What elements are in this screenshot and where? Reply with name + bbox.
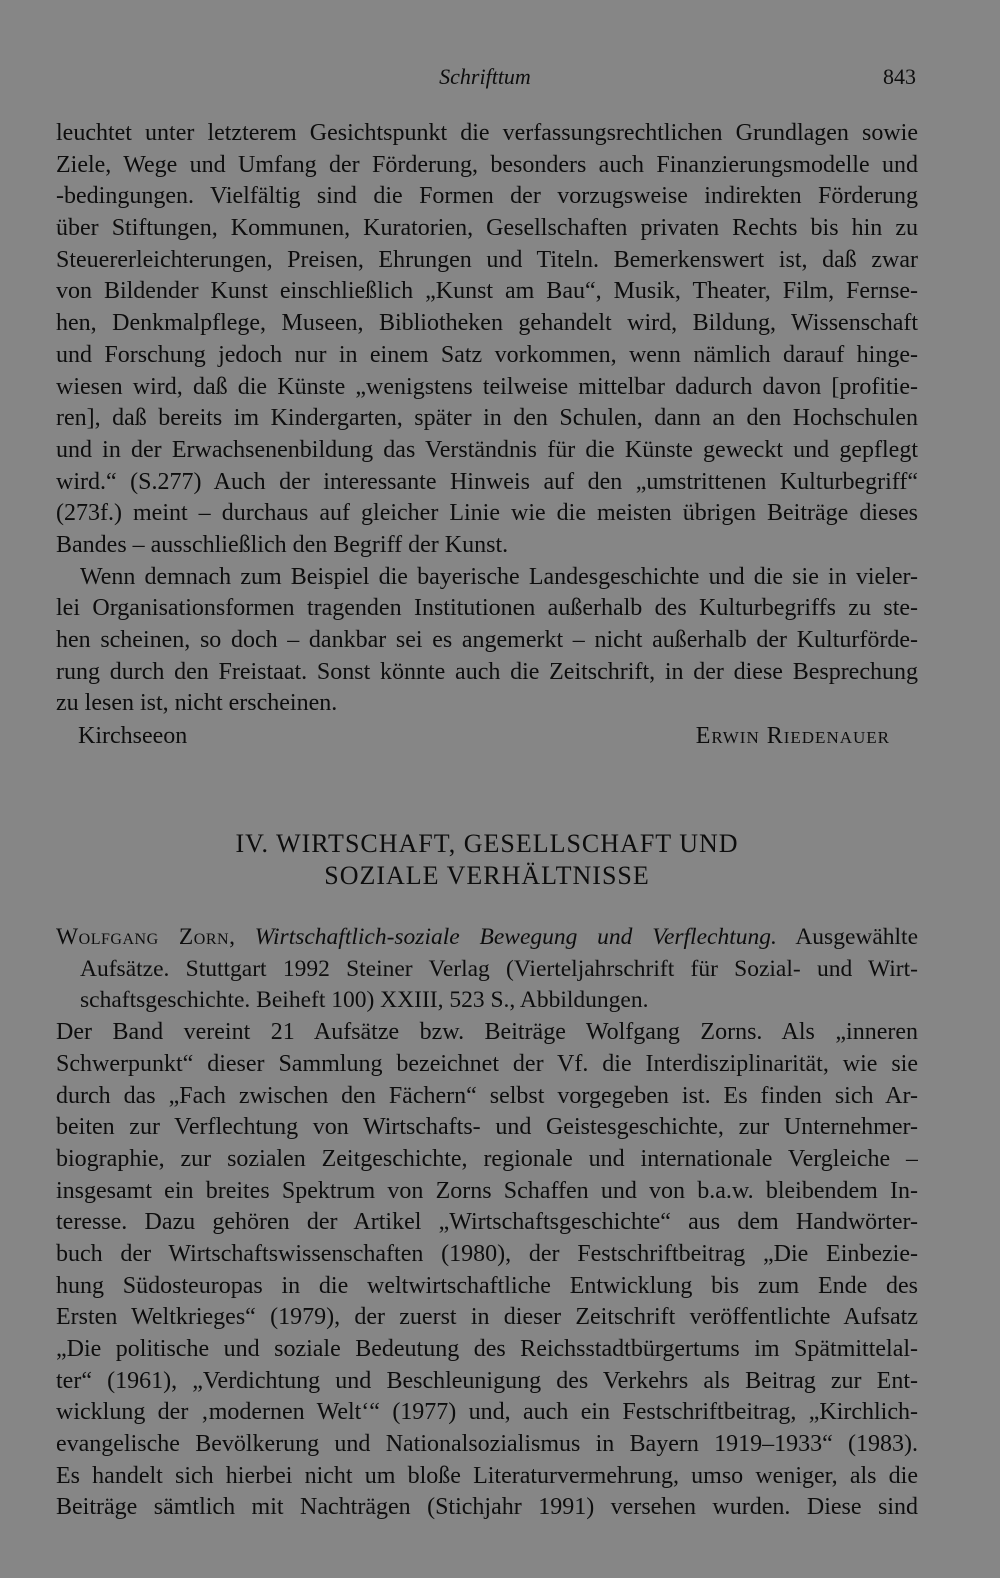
text-line: über Stiftungen, Kommunen, Kuratorien, Gesellschaften privaten Rechts bis hin zu: [56, 215, 918, 242]
text-line: teresse. Dazu gehören der Artikel „Wirtschaftsgeschichte“ aus dem Handwörter-: [56, 1209, 918, 1236]
review-bibliographic-entry: [56, 922, 918, 1017]
text-line: hen scheinen, so doch – dankbar sei es angemerkt – nicht außerhalb der Kulturförde-: [56, 627, 918, 653]
text-line: zu lesen ist, nicht erscheinen.: [56, 690, 338, 717]
text-line: biographie, zur sozialen Zeitgeschichte, regionale und internationale Vergleiche –: [56, 1145, 918, 1172]
text-line: ter“ (1961), „Verdichtung und Beschleunigung des Verkehrs als Beitrag zur Ent-: [56, 1367, 918, 1394]
text-line: von Bildender Kunst einschließlich „Kunst am Bau“, Musik, Theater, Film, Fernse-: [56, 278, 918, 305]
text-line: Schwerpunkt“ dieser Sammlung bezeichnet der Vf. die Interdisziplinarität, wie sie: [56, 1050, 918, 1077]
text-line: und in der Erwachsenenbildung das Verständnis für die Künste geweckt und gepflegt: [56, 436, 918, 463]
running-head: [0, 64, 1000, 94]
text-line: und Forschung jedoch nur in einem Satz vorkommen, wenn nämlich darauf hinge-: [56, 341, 918, 368]
text-line: ren], daß bereits im Kindergarten, später in den Schulen, dann an den Hochschulen: [56, 405, 918, 432]
text-line: Bandes – ausschließlich den Begriff der Kunst.: [56, 531, 509, 558]
review-book-title: Wirtschaftlich-soziale Bewegung und Verflechtung.: [254, 924, 777, 951]
text-line: buch der Wirtschaftswissenschaften (1980), der Festschriftbeitrag „Die Einbezie-: [56, 1240, 918, 1267]
text-line: insgesamt ein breites Spektrum von Zorns Schaffen und von b.a.w. bleibendem In-: [56, 1177, 918, 1204]
text-line: leuchtet unter letzterem Gesichtspunkt die verfassungsrechtlichen Grundlagen sowie: [56, 120, 918, 146]
text-line: Beiträge sämtlich mit Nachträgen (Stichjahr 1991) versehen wurden. Diese sind: [56, 1494, 918, 1521]
text-line: (273f.) meint – durchaus auf gleicher Linie wie die meisten übrigen Beiträge dieses: [56, 500, 918, 527]
text-line: wiesen wird, daß die Künste „wenigstens teilweise mittelbar dadurch davon [profitie-: [56, 373, 918, 400]
review-book-author: Wolfgang Zorn: [56, 924, 230, 951]
paragraph-kulturfoerderung: [56, 118, 918, 562]
section-heading-line: SOZIALE VERHÄLTNISSE: [324, 861, 650, 891]
text-line: evangelische Bevölkerung und Nationalsozialismus in Bayern 1919–1933“ (1983).: [56, 1431, 918, 1458]
text-line: Ziele, Wege und Umfang der Förderung, besonders auch Finanzierungsmodelle und: [56, 151, 918, 178]
text-line: Wenn demnach zum Beispiel die bayerische Landesgeschichte und die sie in vieler-: [80, 563, 918, 590]
paragraph-landesgeschichte: [56, 562, 918, 720]
text-line: Ersten Weltkrieges“ (1979), der zuerst in dieser Zeitschrift veröffentlichte Aufsatz: [56, 1304, 918, 1331]
text-line: wird.“ (S.277) Auch der interessante Hinweis auf den „umstrittenen Kulturbegriff“: [56, 468, 918, 495]
section-heading-line: IV. WIRTSCHAFT, GESELLSCHAFT UND: [235, 829, 739, 859]
text-line: rung durch den Freistaat. Sonst könnte auch die Zeitschrift, in der diese Besprechung: [56, 658, 918, 685]
review-entry-text: Ausgewählte: [776, 924, 918, 951]
text-line: durch das „Fach zwischen den Fächern“ selbst vorgegeben ist. Es finden sich Ar-: [56, 1082, 918, 1109]
text-line: hung Südosteuropas in die weltwirtschaftliche Entwicklung bis zum Ende des: [56, 1272, 918, 1299]
section-heading: [56, 828, 918, 892]
text-line: „Die politische und soziale Bedeutung des Reichsstadtbürgertums im Spätmittelal-: [56, 1336, 918, 1362]
text-line: [56, 922, 918, 954]
text-line: schaftsgeschichte. Beiheft 100) XXIII, 523 S., Abbildungen.: [80, 987, 649, 1014]
text-line: wicklung der ‚modernen Welt‘“ (1977) und, auch ein Festschriftbeitrag, „Kirchlich-: [56, 1399, 918, 1426]
text-line: beiten zur Verflechtung von Wirtschafts- und Geistesgeschichte, zur Unternehmer-: [56, 1114, 918, 1141]
text-line: Es handelt sich hierbei nicht um bloße Literaturvermehrung, umso weniger, als die: [56, 1462, 918, 1489]
text-line: hen, Denkmalpflege, Museen, Bibliotheken gehandelt wird, Bildung, Wissenschaft: [56, 310, 918, 337]
text-line: -bedingungen. Vielfältig sind die Formen der vorzugsweise indirekten Förderung: [56, 183, 918, 210]
signature-place: Kirchseeon: [78, 723, 188, 750]
review-separator: ,: [229, 924, 255, 951]
page-number: 843: [883, 64, 916, 89]
paragraph-review-body: [56, 1017, 918, 1524]
text-line: Der Band vereint 21 Aufsätze bzw. Beiträge Wolfgang Zorns. Als „inneren: [56, 1019, 918, 1046]
page-body: [56, 118, 918, 1524]
review-signature: [56, 720, 918, 752]
text-line: Steuererleichterungen, Preisen, Ehrungen und Titeln. Bemerkenswert ist, daß zwar: [56, 246, 918, 273]
text-line: Aufsätze. Stuttgart 1992 Steiner Verlag (Vierteljahrschrift für Sozial- und Wirt-: [80, 955, 918, 982]
running-title: Schrifttum: [439, 64, 531, 89]
signature-author: Erwin Riedenauer: [695, 723, 890, 750]
text-line: lei Organisationsformen tragenden Institutionen außerhalb des Kulturbegriffs zu ste-: [56, 595, 918, 622]
